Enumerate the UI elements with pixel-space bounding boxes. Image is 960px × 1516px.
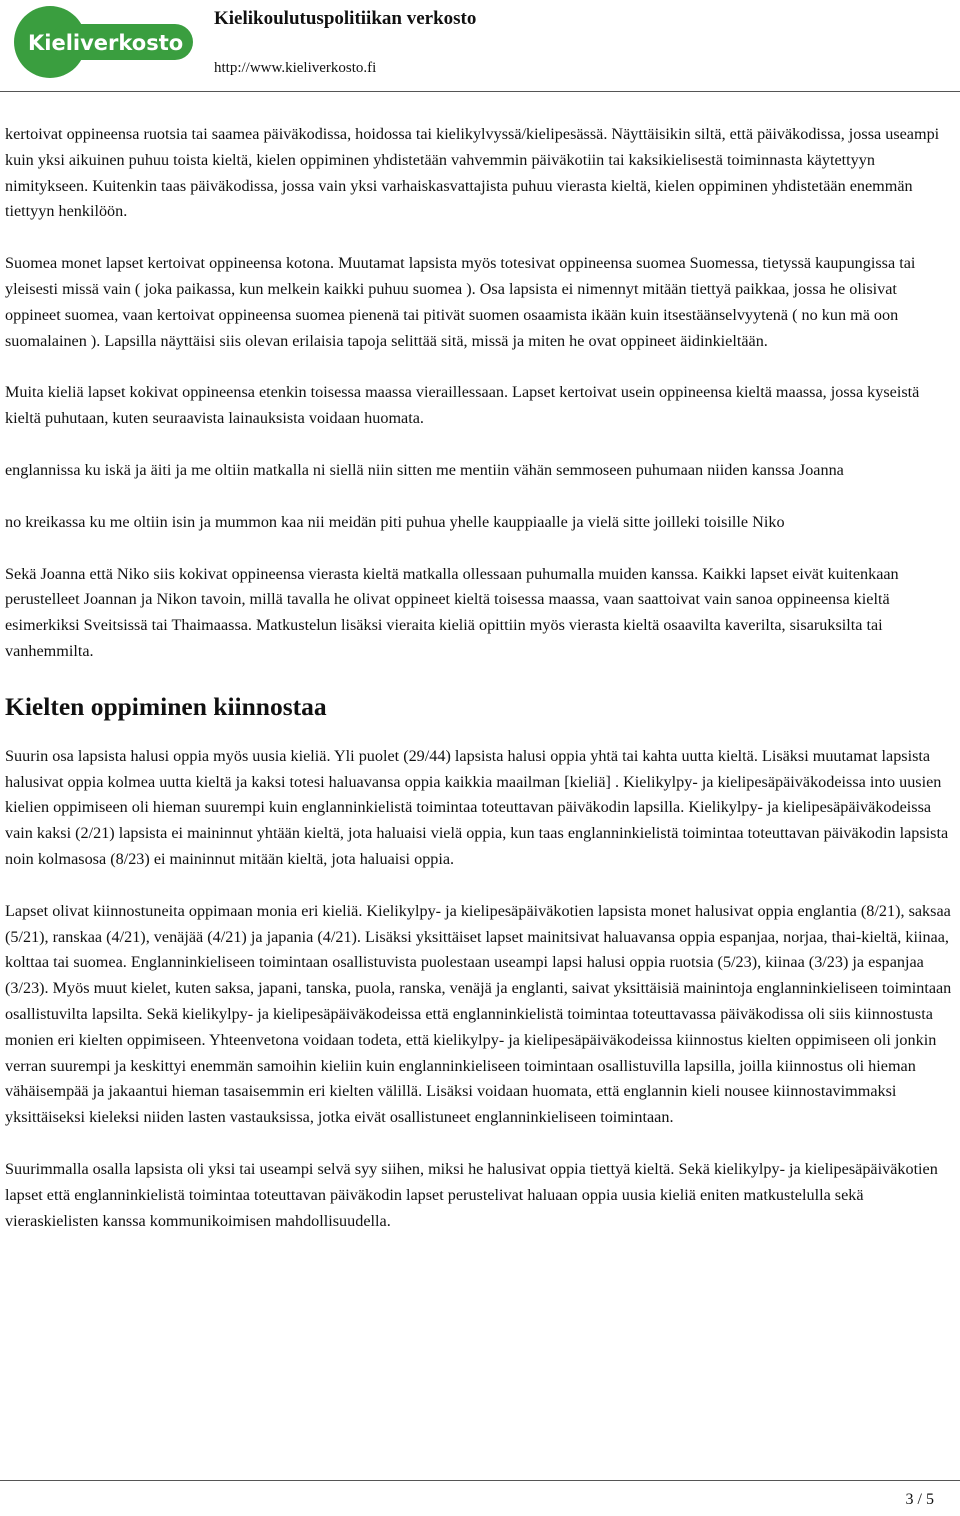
paragraph-7: Suurimmalla osalla lapsista oli yksi tai useampi selvä syy siihen, miksi he halusivat oppia tiettyä kieltä. Sekä kielikylpy- ja kielipesäpäiväkotien lapset että englanninkielistä toimintaa toteuttavan päiväkodin lapset perustelivat haluaan oppia uusia kieliä eniten matkustelulla sekä vieraskielisten kanssa kommunikoimisen mahdollisuudella. bbox=[5, 1159, 938, 1230]
quote-joanna: englannissa ku iskä ja äiti ja me oltiin matkalla ni siellä niin sitten me mentiin vähän semmoseen puhumaan niiden kanssa Joanna bbox=[5, 460, 844, 479]
site-name: Kielikoulutuspolitiikan verkosto bbox=[214, 8, 477, 29]
paragraph-4: Sekä Joanna että Niko siis kokivat oppineensa vierasta kieltä matkalla ollessaan puhumalla muiden kanssa. Kaikki lapset eivät kuitenkaan perustelleet Joannan ja Nikon tavoin, millä tavalla he olivat oppineet kieltä toisessa maassa, vaan saattoivat vain sanoa oppineensa kieltä esimerkiksi Sveitsissä tai Thaimaassa. Matkustelun lisäksi vieraita kieliä opittiin myös vierasta kieltä osaavilta kaverilta, sisaruksilta tai vanhemmilta. bbox=[5, 564, 899, 660]
quote-niko: no kreikassa ku me oltiin isin ja mummon kaa nii meidän piti puhua yhelle kauppiaalle ja vielä sitte joilleki toisille Niko bbox=[5, 512, 785, 531]
kieliverkosto-logo[interactable] bbox=[12, 4, 194, 80]
page-header bbox=[0, 0, 960, 92]
header-divider bbox=[0, 91, 960, 92]
paragraph-5: Suurin osa lapsista halusi oppia myös uusia kieliä. Yli puolet (29/44) lapsista halusi oppia yhtä tai kahta uutta kieltä. Lisäksi muutamat lapsista halusivat oppia kolmea uutta kieltä ja kaksi totesi haluavansa oppia kaikkia maailman [kieliä] . Kielikylpy- ja kielipesäpäiväkodeissa into uusien kielien oppimiseen oli hieman suurempi kuin englanninkielistä toimintaa toteuttavan päiväkodin lapsilla. Kielikylpy- ja kielipesäpäiväkodeissa vain kaksi (2/21) lapsista ei maininnut yhtään kieltä, jota haluaisi vielä oppia, kun taas englanninkielistä toimintaa toteuttavan päiväkodin lapsista noin kolmasosa (8/23) ei maininnut mitään kieltä, jota haluaisi oppia. bbox=[5, 746, 949, 868]
section-heading: Kielten oppiminen kiinnostaa bbox=[5, 691, 327, 721]
paragraph-3: Muita kieliä lapset kokivat oppineensa etenkin toisessa maassa vieraillessaan. Lapset kertoivat usein oppineensa kieltä maassa, jossa kyseistä kieltä puhutaan, kuten seuraavista lainauksista voidaan huomata. bbox=[5, 383, 920, 428]
page-number: 3 / 5 bbox=[905, 1491, 934, 1508]
paragraph-1: kertoivat oppineensa ruotsia tai saamea päiväkodissa, hoidossa tai kielikylvyssä/kielipesässä. Näyttäisikin siltä, että päiväkodissa, jossa useampi kuin yksi aikuinen puhuu toista kieltä, kielen oppiminen yhdistetään vahvemmin päiväkotiin tai kaksikielisestä toiminnasta käytettyyn nimitykseen. Kuitenkin taas päiväkodissa, jossa vain yksi varhaiskasvattajista puhuu vierasta kieltä, kielen oppiminen yhdistetään enemmän tiettyyn henkilöön. bbox=[5, 125, 940, 221]
footer-divider bbox=[0, 1480, 960, 1481]
article-body bbox=[5, 122, 955, 1260]
paragraph-2: Suomea monet lapset kertoivat oppineensa kotona. Muutamat lapsista myös totesivat oppineensa suomea Suomessa, tietyssä kaupungissa tai yleisesti missä vain ( joka paikassa, kun melkein kaikki puhuu suomea ). Osa lapsista ei nimennyt mitään tiettyä paikkaa, jossa he olisivat oppineet suomea, vaan kertoivat oppineensa suomea pienenä tai pitivät suomen osaamista ikään kuin itsestäänselvyytenä ( no kun mä oon suomalainen ). Lapsilla näyttäisi siis olevan erilaisia tapoja selittää sitä, missä ja miten he ovat oppineet äidinkieltään. bbox=[5, 254, 916, 350]
paragraph-6: Lapset olivat kiinnostuneita oppimaan monia eri kieliä. Kielikylpy- ja kielipesäpäiväkotien lapsista monet halusivat oppia englantia (8/21), saksaa (5/21), ranskaa (4/21), venäjää (4/21) ja japania (4/21). Lisäksi yksittäiset lapset mainitsivat haluavansa oppia espanjaa, norjaa, thai-kieltä, kiinaa, kolttaa tai suomea. Englanninkieliseen toimintaan osallistuvista puolestaan useampi lapsi halusi oppia ruotsia (5/23), kiinaa (3/23) ja espanjaa (3/23). Myös muut kielet, kuten saksa, japani, tanska, puola, ranska, venäjä ja englanti, saivat yksittäisiä mainintoja englanninkieliseen toimintaan osallistuvilta lapsilta. Sekä kielikylpy- ja kielipesäpäiväkodeissa että englanninkielistä toimintaa toteuttavassa päiväkodissa oli siis kiinnostusta monien eri kielten oppimiseen. Yhteenvetona voidaan todeta, että kielikylpy- ja kielipesäpäiväkodeissa kiinnostus kielten oppimiseen oli jonkin verran suurempi ja keskittyi enemmän samoihin kieliin kuin englanninkieliseen toimintaan osallistuvilla lapsilla, joilla kiinnostus oli hieman vähäisempää ja jakaantui hieman tasaisemmin eri kielten välillä. Lisäksi voidaan huomata, että englannin kieli nousee kiinnostavimmaksi yksittäiseksi kieleksi niiden lasten vastauksissa, jotka eivät osallistuneet englanninkieliseen toimintaan. bbox=[5, 901, 952, 1127]
site-url[interactable]: http://www.kieliverkosto.fi bbox=[214, 60, 377, 76]
logo-text: Kieliverkosto bbox=[28, 31, 184, 55]
